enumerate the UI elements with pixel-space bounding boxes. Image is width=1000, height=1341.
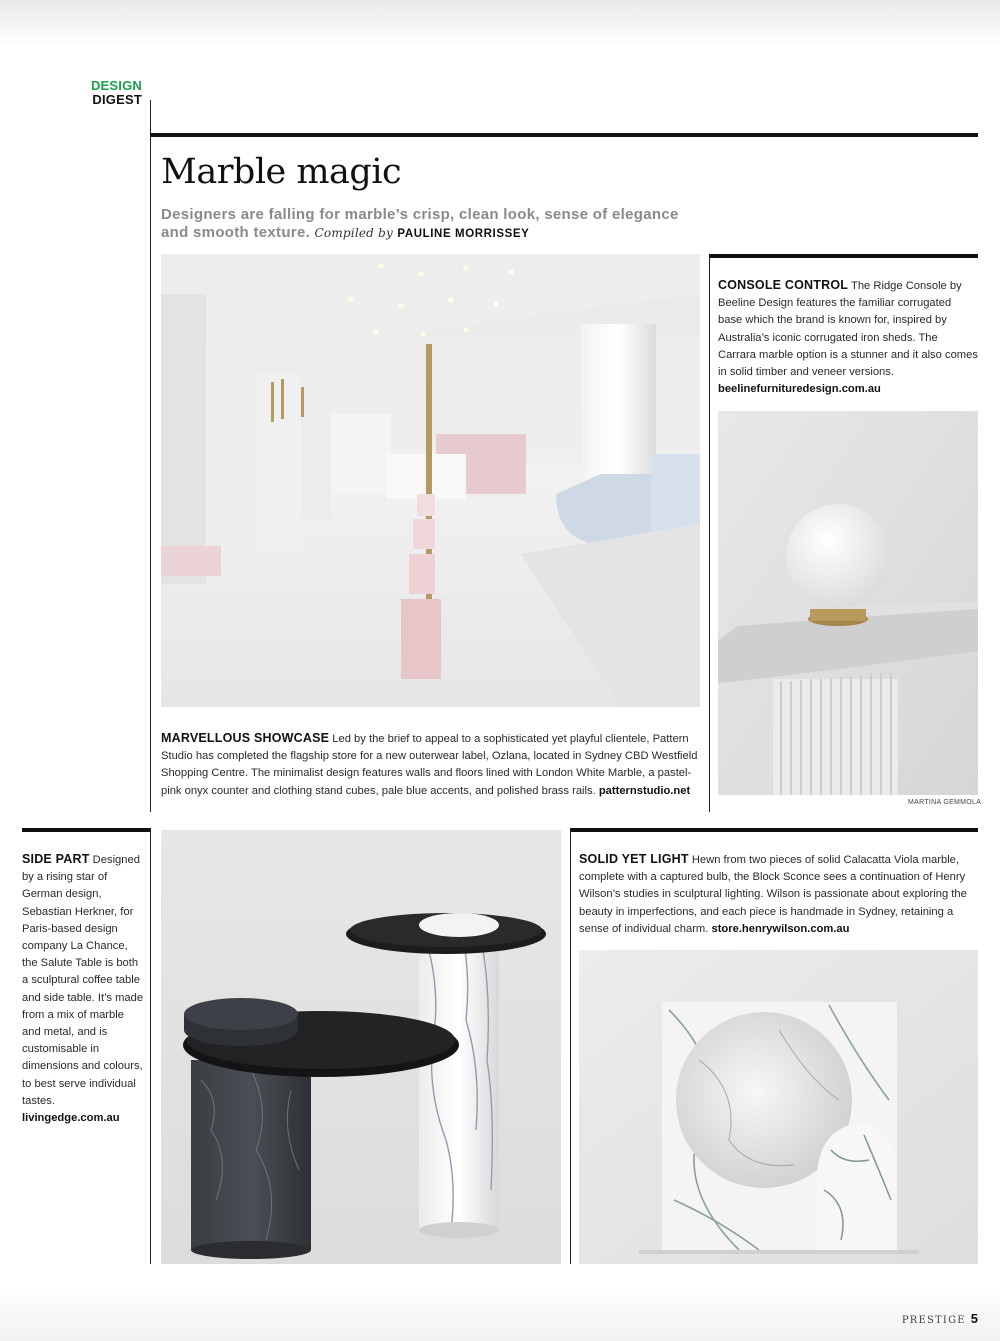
article-deck: [161, 206, 681, 243]
page-top-shading: [0, 0, 1000, 46]
solid-link[interactable]: store.henrywilson.com.au: [711, 922, 850, 935]
sidepart-vertical-rule: [150, 828, 151, 1264]
author-name: PAULINE MORRISSEY: [397, 228, 530, 240]
solid-body: Hewn from two pieces of solid Calacatta Viola marble, complete with a captured bulb, the Block Sconce sees a continuation of Henry Wilson’s studies in sculptural lighting. Wilson is passionate about exploring the beauty in imperfections, and each piece is handmade in Sydney, retaining a sense of individual charm.: [579, 854, 967, 935]
magazine-name: PRESTIGE: [901, 1315, 966, 1326]
showcase-body: Led by the brief to appeal to a sophisticated yet playful clientele, Pattern Studio has completed the flagship store for a new outerwear label, Ozlana, located in Sydney CBD Westfield Shopping Centre. The minimalist design features walls and floors lined with London White Marble, a pastel-pink onyx counter and clothing stand cubes, pale blue accents, and polished brass rails.: [161, 733, 698, 797]
solid-caption: [579, 851, 978, 938]
left-vertical-rule: [150, 100, 151, 812]
sidepart-heading: SIDE PART: [22, 852, 90, 866]
console-heading: CONSOLE CONTROL: [718, 278, 849, 292]
console-rule: [709, 254, 978, 258]
showcase-caption: [161, 730, 702, 800]
sidepart-link[interactable]: livingedge.com.au: [22, 1112, 120, 1125]
folio: [902, 1311, 978, 1326]
page-bottom-shading: [0, 1290, 1000, 1341]
solid-vertical-rule: [570, 828, 571, 1264]
section-tag: [60, 79, 142, 107]
block-sconce-photo: [579, 950, 978, 1264]
sidepart-body: Designed by a rising star of German design, Sebastian Herkner, for Paris-based design company La Chance, the Salute Table is both a sculptural coffee table and side table. It’s made from a mix of marble and metal, and is customisable in dimensions and colours, to best serve individual tastes.: [22, 854, 144, 1107]
showcase-link[interactable]: patternstudio.net: [598, 784, 691, 797]
page-number: 5: [970, 1311, 978, 1326]
salute-table-photo: [161, 830, 561, 1264]
solid-rule: [570, 828, 978, 832]
section-tag-line1: DESIGN: [90, 78, 142, 93]
console-link[interactable]: beelinefurnituredesign.com.au: [718, 383, 881, 396]
sidepart-rule: [22, 828, 150, 832]
console-body: The Ridge Console by Beeline Design features the familiar corrugated base which the brand is known for, inspired by Australia’s iconic corrugated iron sheds. The Carrara marble option is a stunner and it also comes in solid timber and veneer versions.: [718, 280, 978, 379]
console-photo: [718, 411, 978, 795]
section-tag-line2: DIGEST: [92, 92, 142, 107]
deck-text: Designers are falling for marble’s crisp, clean look, sense of elegance and smooth texture.: [161, 206, 679, 241]
showcase-heading: MARVELLOUS SHOWCASE: [161, 731, 330, 745]
solid-heading: SOLID YET LIGHT: [579, 852, 689, 866]
compiled-label: Compiled by: [314, 226, 393, 240]
console-caption: [718, 277, 978, 398]
article-title: Marble magic: [161, 152, 402, 192]
header-rule: [150, 133, 978, 137]
photo-credit: MARTINA GEMMOLA: [908, 799, 982, 806]
console-vertical-rule: [709, 258, 710, 812]
showcase-photo: [161, 254, 700, 707]
sidepart-caption: [22, 851, 144, 1127]
